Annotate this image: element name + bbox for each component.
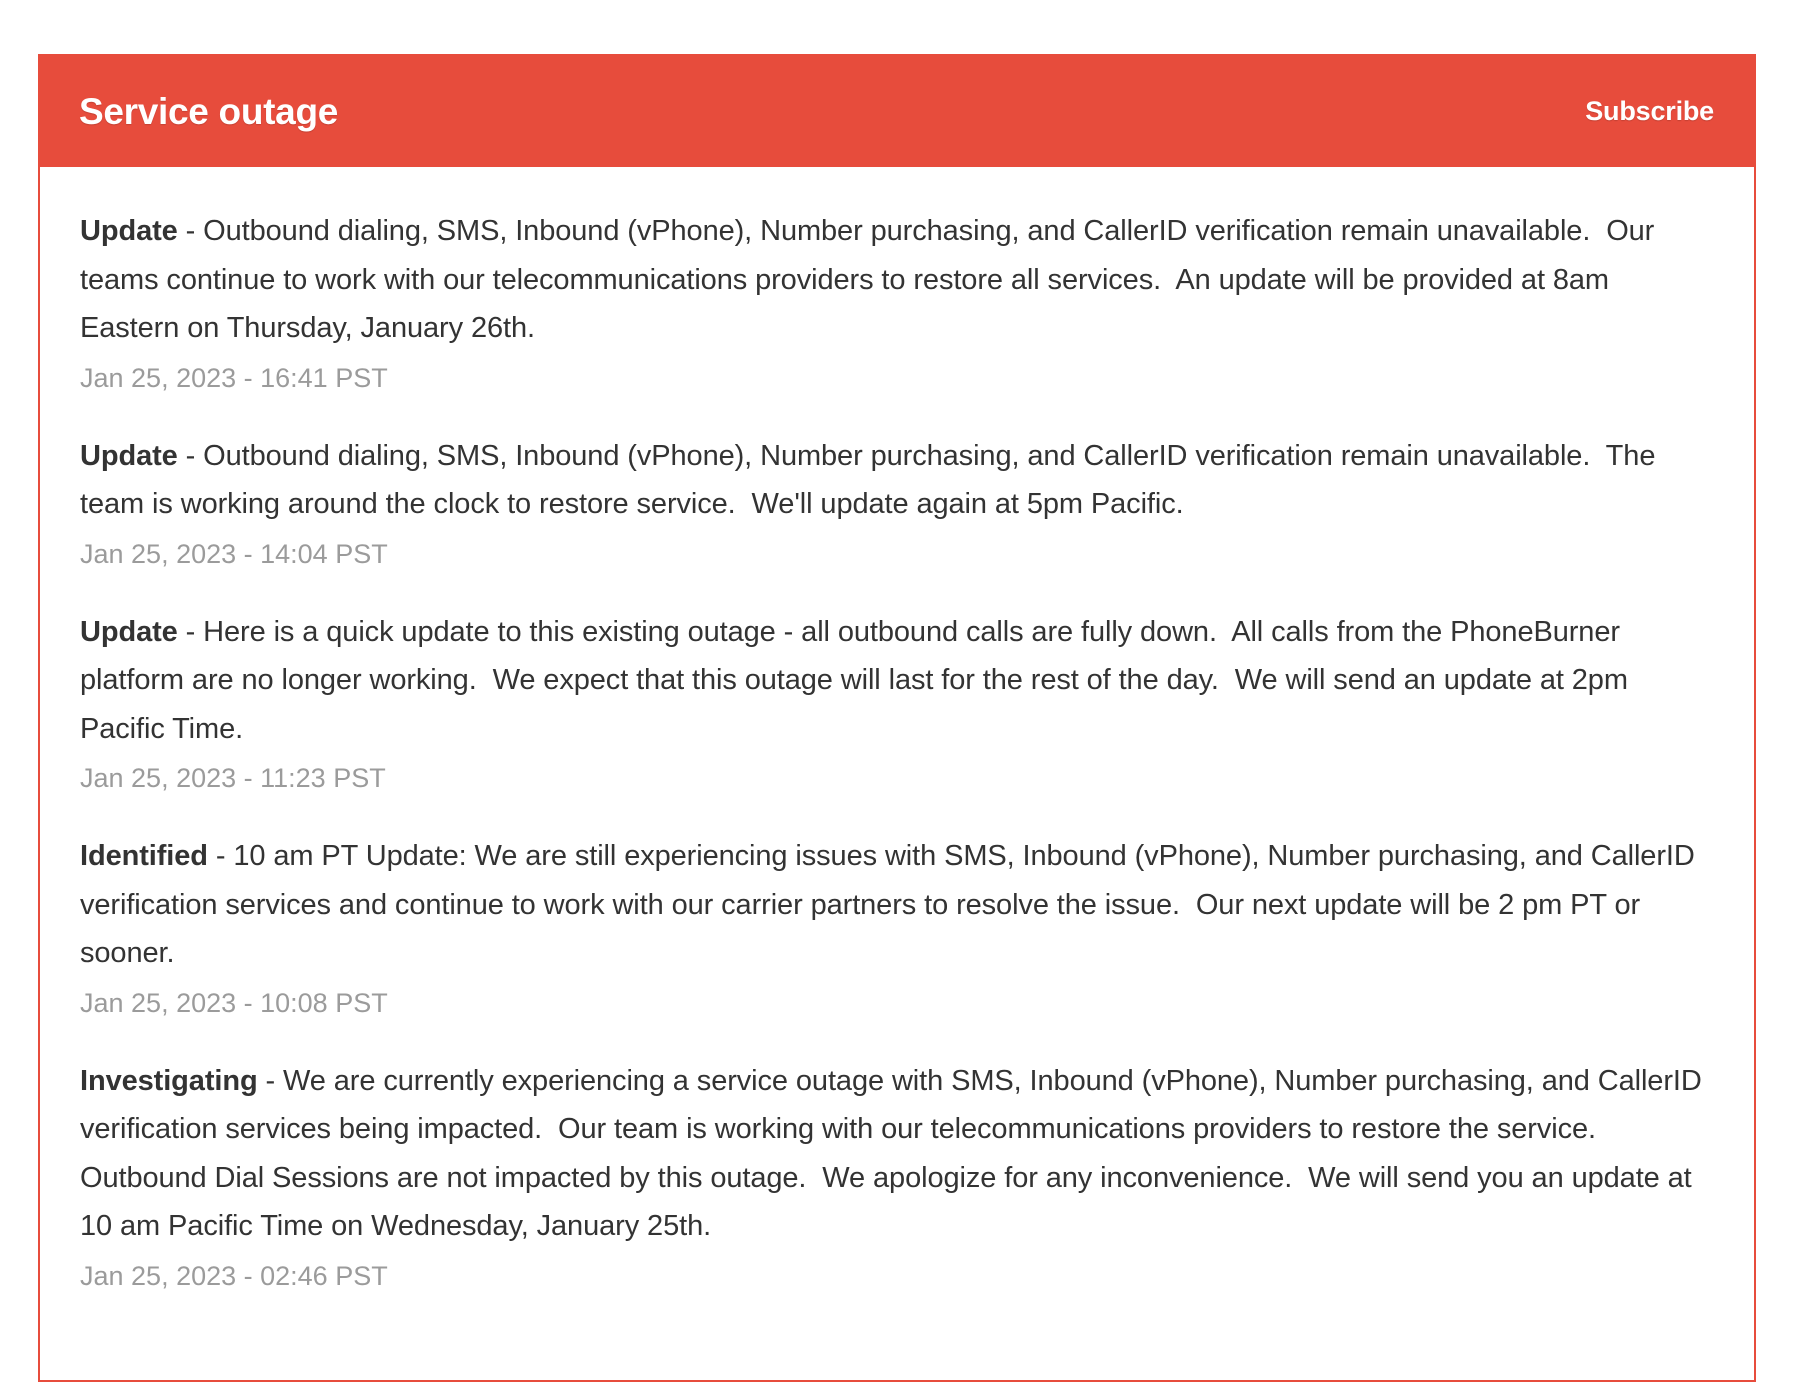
- update-timestamp: Jan 25, 2023 - 16:41 PST: [80, 362, 388, 393]
- incident-updates-list: [40, 167, 1754, 1293]
- update-status: Identified: [80, 840, 208, 872]
- update-body: [80, 207, 1714, 353]
- incident-update: [80, 207, 1714, 395]
- update-separator: -: [177, 439, 204, 472]
- update-body: [80, 832, 1714, 978]
- incident-card: [38, 54, 1756, 1382]
- update-status: Investigating: [80, 1064, 258, 1097]
- update-separator: -: [257, 1064, 284, 1097]
- update-separator: -: [177, 615, 204, 648]
- update-body: [80, 608, 1714, 754]
- incident-title: Service outage: [79, 90, 339, 132]
- update-message: 10 am PT Update: We are still experiencing issues with SMS, Inbound (vPhone), Number purchasing, and CallerID verification services and continue to work with our carrier partners to resolve the issue. Our next update will be 2 pm PT or sooner.: [80, 840, 1703, 969]
- update-timestamp: Jan 25, 2023 - 02:46 PST: [80, 1260, 388, 1291]
- update-message: Outbound dialing, SMS, Inbound (vPhone), Number purchasing, and CallerID verification remain unavailable. Our teams continue to work with our telecommunications providers to restore all services. An update will be provided at 8am Eastern on Thursday, January 26th.: [80, 215, 1663, 344]
- update-status: Update: [80, 615, 178, 648]
- incident-update: [80, 608, 1714, 796]
- incident-update: [80, 832, 1714, 1020]
- update-body: [80, 432, 1714, 529]
- update-message: Here is a quick update to this existing outage - all outbound calls are fully down. All calls from the PhoneBurner platform are no longer working. We expect that this outage will last for the rest of the day. We will send an update at 2pm Pacific Time.: [80, 615, 1636, 745]
- update-body: [80, 1057, 1714, 1251]
- update-message: Outbound dialing, SMS, Inbound (vPhone), Number purchasing, and CallerID verification remain unavailable. The team is working around the clock to restore service. We'll update again at 5pm Pacific.: [80, 439, 1664, 520]
- incident-update: [80, 432, 1714, 571]
- incident-update: [80, 1057, 1714, 1293]
- incident-header: [40, 56, 1754, 167]
- update-status: Update: [80, 439, 178, 472]
- subscribe-button[interactable]: Subscribe: [1585, 96, 1714, 126]
- update-timestamp: Jan 25, 2023 - 10:08 PST: [80, 987, 388, 1018]
- update-separator: -: [177, 215, 204, 247]
- update-timestamp: Jan 25, 2023 - 14:04 PST: [80, 538, 388, 569]
- update-message: We are currently experiencing a service outage with SMS, Inbound (vPhone), Number purchasing, and CallerID verification services being impacted. Our team is working with our telecommunications providers to restore the service. Outbound Dial Sessions are not impacted by this outage. We apologize for any inconvenience. We will send you an update at 10 am Pacific Time on Wednesday, January 25th.: [80, 1064, 1710, 1242]
- update-timestamp: Jan 25, 2023 - 11:23 PST: [80, 763, 386, 793]
- update-separator: -: [207, 840, 234, 872]
- update-status: Update: [80, 215, 178, 247]
